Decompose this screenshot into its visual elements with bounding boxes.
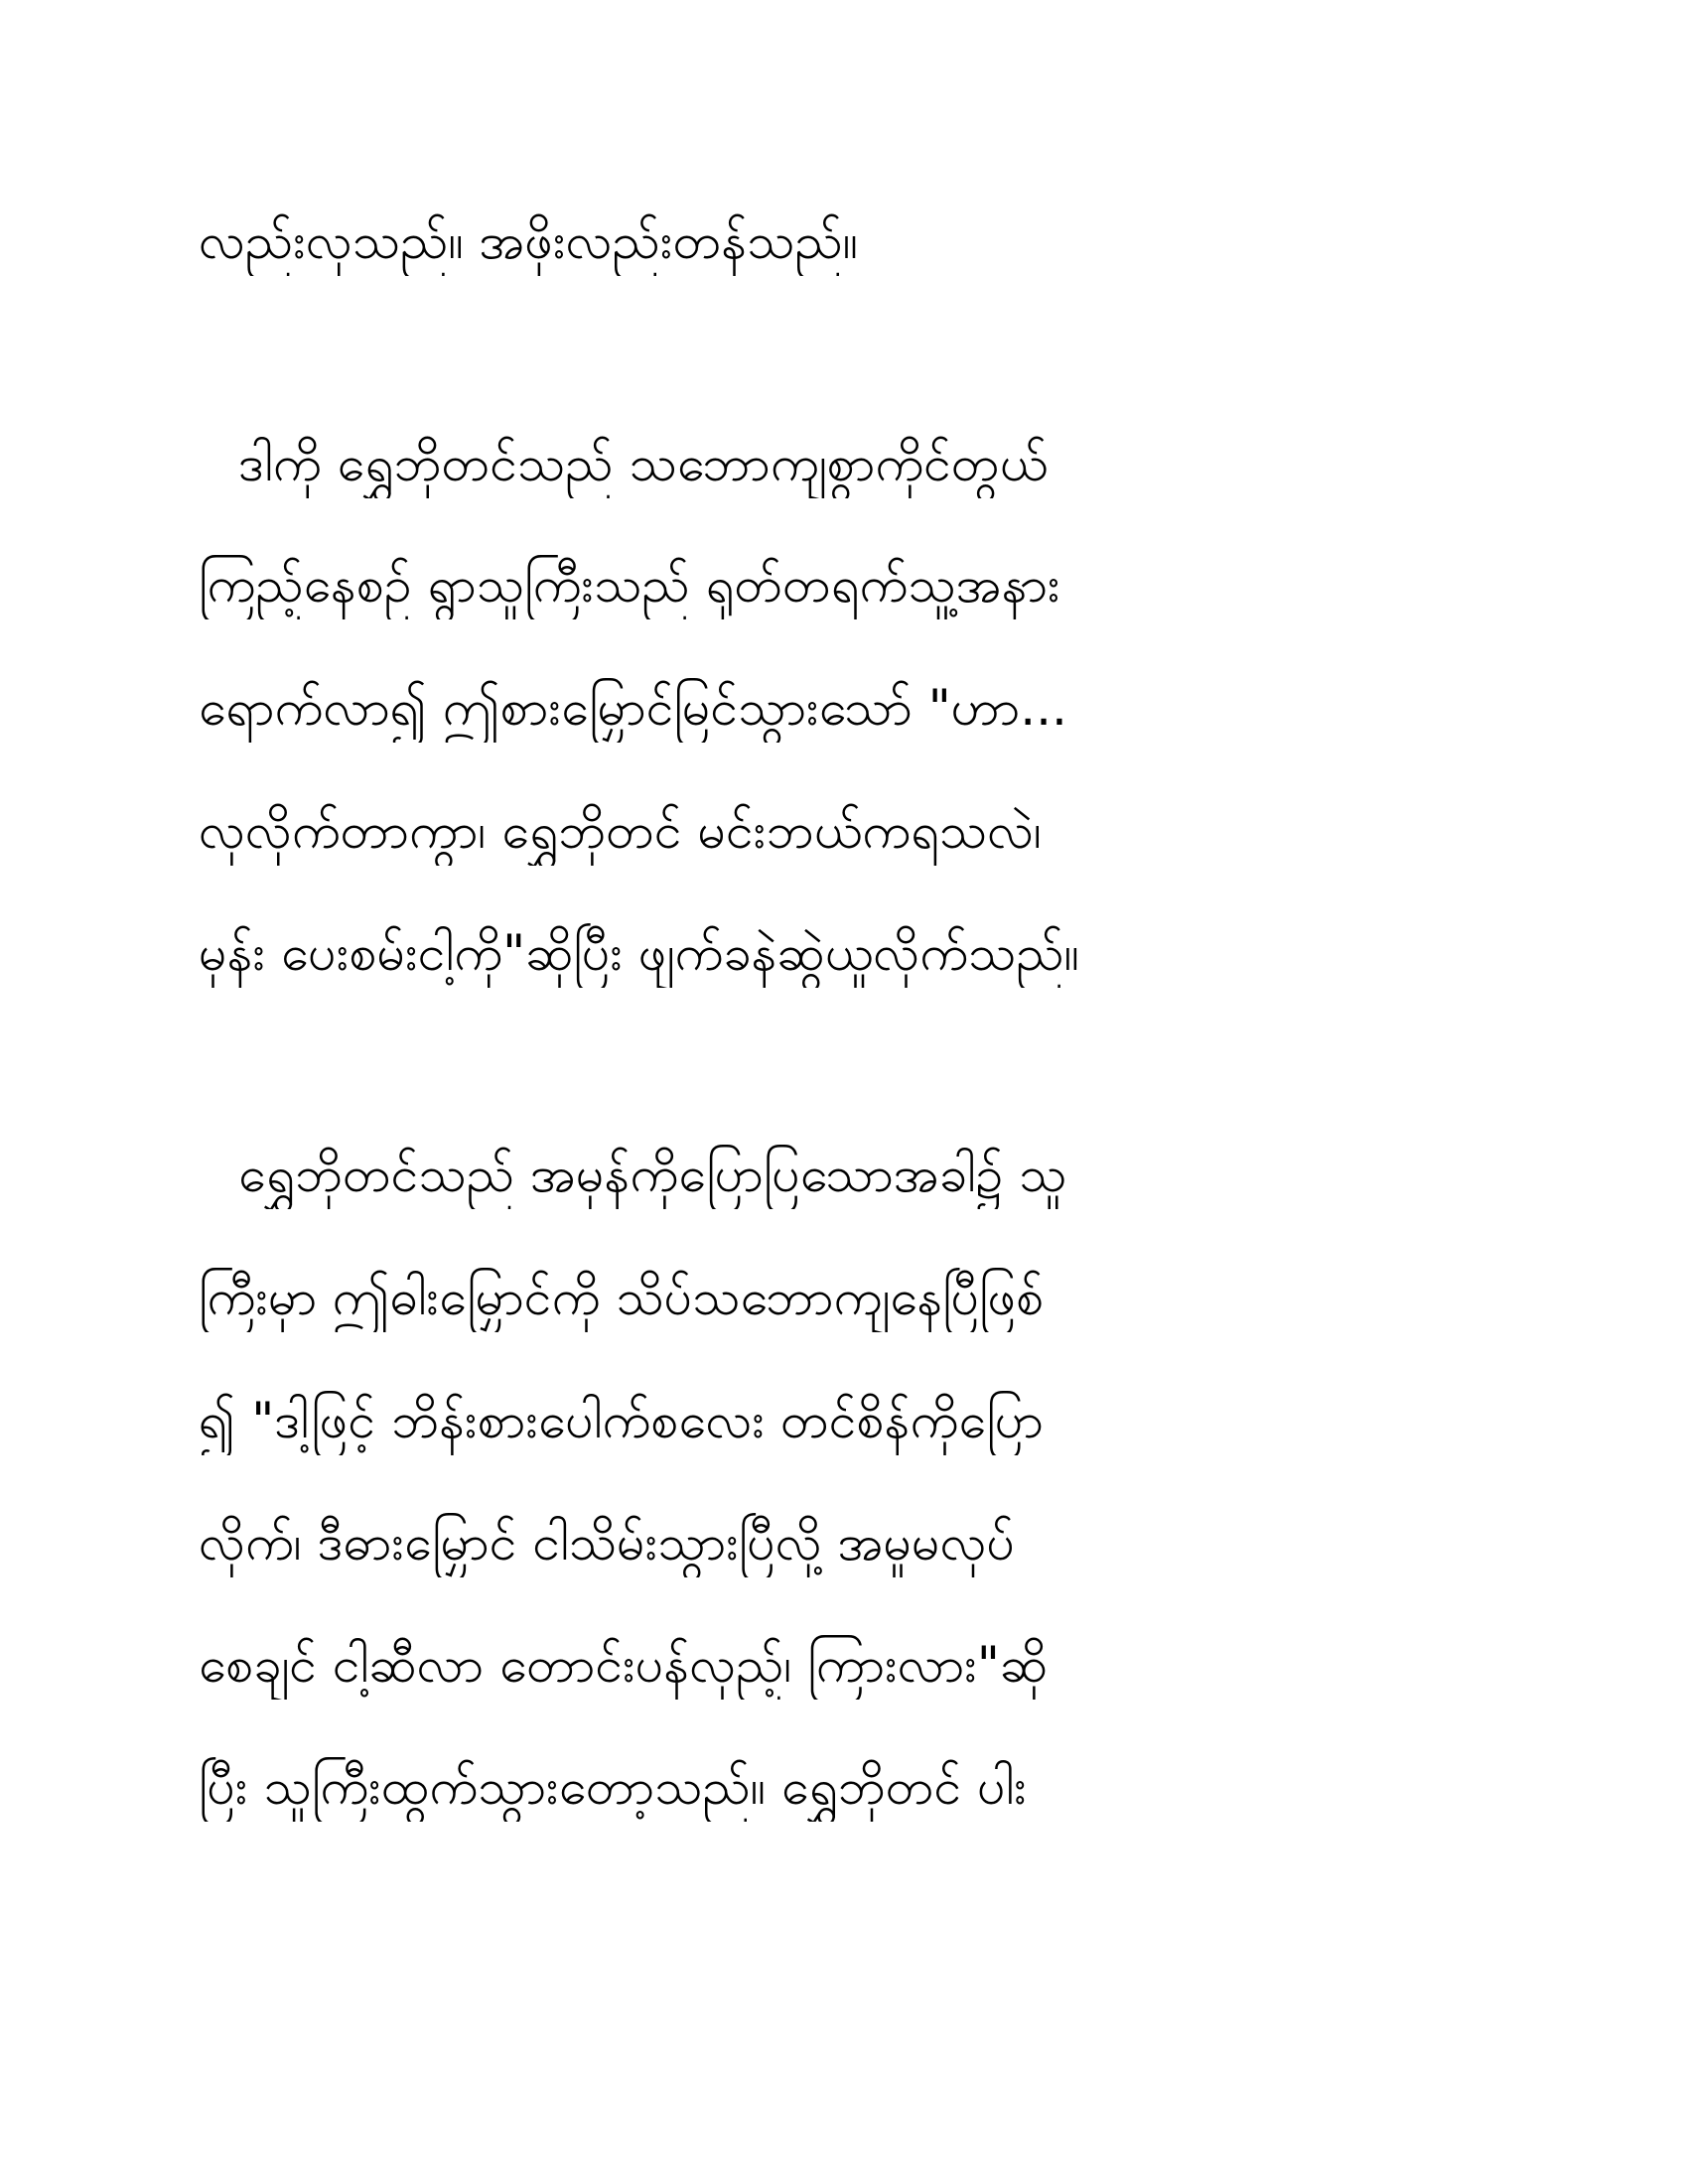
text-line: စေချင် ငါ့ဆီလာ တောင်းပန်လှည့်၊ ကြားလား"ဆို bbox=[199, 1636, 1049, 1694]
text-line: ရွှေဘိုတင်သည် အမှန်ကိုပြောပြသောအခါ၌ သူ bbox=[238, 1146, 1067, 1203]
text-line: လည်းလှသည်။ အဖိုးလည်းတန်သည်။ bbox=[199, 212, 858, 270]
text-line: မှန်း ပေးစမ်းငါ့ကို"ဆိုပြီး ဖျက်ခနဲဆွဲယူလိုက်သည်။ bbox=[199, 924, 1079, 982]
text-line: လိုက်၊ ဒီဓားမြှောင် ငါသိမ်းသွားပြီလို့ အမှုမလုပ် bbox=[199, 1514, 1015, 1571]
text-line: ကြီးမှာ ဤဓါးမြှောင်ကို သိပ်သဘောကျနေပြီဖြစ် bbox=[199, 1269, 1045, 1326]
text-line: လှလိုက်တာကွာ၊ ရွှေဘိုတင် မင်းဘယ်ကရသလဲ၊ bbox=[199, 802, 1042, 860]
text-line: ပြီး သူကြီးထွက်သွားတော့သည်။ ရွှေဘိုတင် ပါး bbox=[199, 1758, 1027, 1816]
text-line: ကြည့်နေစဉ် ရွာသူကြီးသည် ရုတ်တရက်သူ့အနား bbox=[199, 556, 1060, 614]
text-line: ရောက်လာ၍ ဤစားမြှောင်မြင်သွားသော် "ဟာ... bbox=[199, 679, 1067, 737]
text-line: ၍ "ဒါ့ဖြင့် ဘိန်းစားပေါက်စလေး တင်စိန်ကိုပြော bbox=[199, 1392, 1044, 1449]
text-line: ဒါကို ရွှေဘိုတင်သည် သဘောကျစွာကိုင်တွယ် bbox=[238, 435, 1049, 492]
